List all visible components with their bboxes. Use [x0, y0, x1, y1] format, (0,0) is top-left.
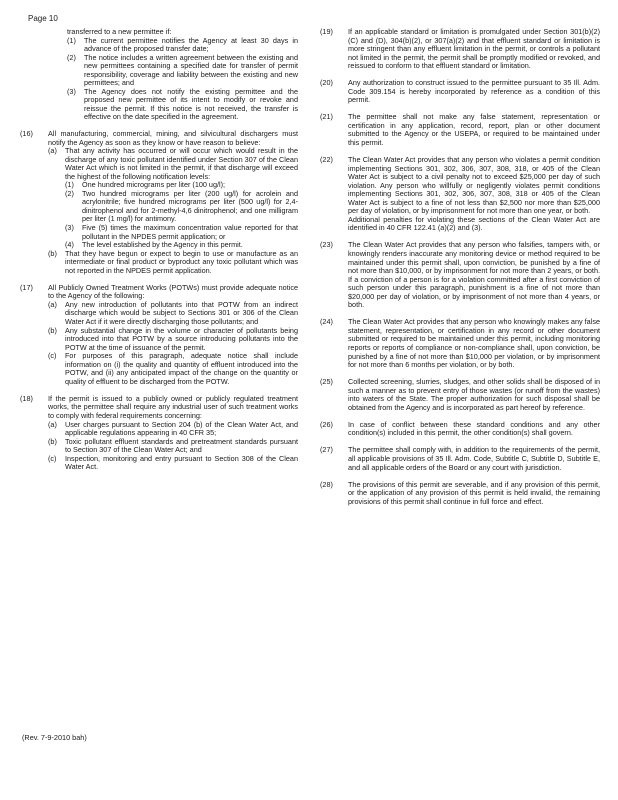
subsection-marker: (b) [48, 248, 57, 258]
section-text: The Clean Water Act provides that any person who knowingly makes any false statement, representation, or certification in any record or other document submitted or required to be maintained under this permit, including monitoring reports or reports of compliance or non-compliance shall, upon conviction, be punished by a fine of not more than $10,000 per violation, or by imprisonment for not more than 6 months per violation, or by both. [348, 317, 600, 370]
subsection-text: User charges pursuant to Section 204 (b) of the Clean Water Act, and applicable regulations appearing in 40 CFR 35; [65, 419, 298, 438]
section-intro: If the permit is issued to a publicly owned or publicly regulated treatment works, the permittee shall require any industrial user of such treatment works to comply with federal requirements concerning: [48, 393, 298, 420]
section-25 [320, 378, 600, 412]
section-text: Any authorization to construct issued to the permittee pursuant to 35 Ill. Adm. Code 309.154 is hereby incorporated by reference as a condition of this permit. [348, 78, 600, 105]
section-22 [320, 156, 600, 233]
section-body [48, 395, 298, 472]
subsection [48, 421, 298, 438]
section-extra-text: Additional penalties for violating these sections of the Clean Water Act are identified in 40 CFR 122.41 (a)(2) and (3). [348, 214, 600, 233]
transfer-continuation [20, 28, 298, 122]
subsection-text: Inspection, monitoring and entry pursuant to Section 308 of the Clean Water Act. [65, 453, 298, 472]
section-intro: All manufacturing, commercial, mining, and silvicultural dischargers must notify the Agency as soon as they know or have reason to believe: [48, 129, 298, 147]
subsection [48, 301, 298, 327]
subsection-text: That any activity has occurred or will occur which would result in the discharge of any toxic pollutant identified under Section 307 of the Clean Water Act which is not limited in the permit, if that discharge will exceed the highest of the following notification levels: [65, 146, 298, 181]
section-number: (24) [320, 317, 333, 327]
section-text: If an applicable standard or limitation is promulgated under Section 301(b)(2)(C) and (D), 304(b)(2), or 307(a)(2) and that effluent standard or limitation is more stringent than any effluent limitation in the permit, or controls a pollutant not limited in the permit, the permit shall be promptly modified or revoked, and reissued to conform to that effluent standard or limitation. [348, 27, 600, 71]
section-number: (28) [320, 479, 333, 489]
subsection [48, 438, 298, 455]
section-number: (17) [20, 282, 33, 292]
section-19 [320, 28, 600, 71]
section-number: (20) [320, 78, 333, 88]
subsection [48, 327, 298, 353]
subsection [48, 147, 298, 250]
section-number: (19) [320, 27, 333, 36]
section-text: In case of conflict between these standard conditions and any other condition(s) included in this permit, the other condition(s) shall govern. [348, 419, 600, 438]
item-marker: (1) [67, 35, 76, 45]
subsection-text: Toxic pollutant effluent standards and pretreatment standards pursuant to Section 307 of the Clean Water Act; and [65, 436, 298, 455]
subsection-marker: (a) [48, 299, 57, 309]
section-body [48, 130, 298, 275]
continuation-lead: transferred to a new permittee if: [67, 27, 172, 36]
list-item [67, 88, 298, 122]
item-marker: (2) [65, 188, 74, 198]
subsection-marker: (a) [48, 146, 57, 156]
item-text: Two hundred micrograms per liter (200 ug/l) for acrolein and acrylonitrile; five hundred micrograms per liter (500 ug/l) for 2,4-dinitrophenol and for 2-methyl-4,6 dinitrophenol; and one milligram per liter (1 mg/l) for antimony. [82, 188, 298, 224]
item-text: One hundred micrograms per liter (100 ug/l); [82, 180, 226, 190]
left-column [20, 28, 298, 480]
list-item [67, 54, 298, 88]
section-24 [320, 318, 600, 369]
section-16 [20, 130, 298, 275]
subsection-text: Any new introduction of pollutants into that POTW from an indirect discharge which would be subject to Sections 301 or 306 of the Clean Water Act if it were directly discharging those pollutants; and [65, 299, 298, 326]
section-number: (21) [320, 112, 333, 122]
subsection-text: For purposes of this paragraph, adequate notice shall include information on (i) the quality and quantity of effluent introduced into the POTW, and (ii) any anticipated impact of the change on the quantity or quality of effluent to be discharged from the POTW. [65, 351, 298, 386]
section-20 [320, 79, 600, 105]
section-27 [320, 446, 600, 472]
subsection-text: Any substantial change in the volume or character of pollutants being introduced into that POTW by a source introducing pollutants into the POTW at the time of issuance of the permit. [65, 325, 298, 352]
section-text: The Clean Water Act provides that any person who falsifies, tampers with, or knowingly renders inaccurate any monitoring device or method required to be maintained under this permit shall, upon conviction, be punished by a fine of not more than $10,000, or by imprisonment for not more than 2 years, or both. If a conviction of a person is for a violation committed after a first conviction of such person under this paragraph, punishment is a fine of not more than $20,000 per day of violation, or by imprisonment of not more than 4 years, or both. [348, 240, 600, 310]
item-marker: (3) [67, 86, 76, 96]
section-text: Collected screening, slurries, sludges, and other solids shall be disposed of in such a manner as to prevent entry of those wastes (or runoff from the wastes) into waters of the State. The proper authorization for such disposal shall be obtained from the Agency and is incorporated as part hereof by reference. [348, 377, 600, 412]
section-17 [20, 284, 298, 387]
section-number: (27) [320, 445, 333, 455]
section-number: (25) [320, 377, 333, 387]
section-intro: All Publicly Owned Treatment Works (POTWs) must provide adequate notice to the Agency of the following: [48, 282, 298, 301]
list-item [65, 224, 298, 241]
item-marker: (2) [67, 52, 76, 62]
subsection [48, 352, 298, 386]
subsection-marker: (b) [48, 325, 57, 335]
section-text: The Clean Water Act provides that any person who violates a permit condition implementing Sections 301, 302, 306, 307, 308, 318, or 405 of the Clean Water Act is subject to a civil penalty not to exceed $25,000 per day of such violation. Any person who willfully or negligently violates permit conditions implementing Sections 301, 302, 306, 307, 308, 318 or 405 of the Clean Water Act is subject to a fine of not less than $2,500 nor more than $25,000 per day of violation, or by imprisonment for not more than one year, or both. [348, 155, 600, 216]
list-item [67, 37, 298, 54]
section-number: (26) [320, 419, 333, 429]
subsection [48, 455, 298, 472]
section-23 [320, 241, 600, 309]
item-marker: (4) [65, 240, 74, 250]
section-text: The permittee shall comply with, in addition to the requirements of the permit, all applicable provisions of 35 Ill. Adm. Code, Subtitle C, Subtitle D, Subtitle E, and all applicable orders of the Board or any court with jurisdiction. [348, 445, 600, 472]
subsection [48, 250, 298, 276]
item-text: The level established by the Agency in this permit. [82, 240, 243, 250]
section-number: (16) [20, 129, 33, 139]
section-text: The provisions of this permit are severable, and if any provision of this permit, or the application of any provision of this permit is held invalid, the remaining provisions of this permit shall continue in full force and effect. [348, 479, 600, 506]
item-text: The Agency does not notify the existing permittee and the proposed new permittee of its intent to modify or revoke and reissue the permit. If this notice is not received, the transfer is effective on the date specified in the agreement. [84, 86, 298, 122]
subsection-marker: (c) [48, 351, 57, 361]
section-number: (18) [20, 393, 33, 403]
subsection-marker: (a) [48, 419, 57, 429]
right-column [320, 28, 600, 515]
revision-footer: (Rev. 7-9-2010 bah) [22, 733, 87, 742]
section-body [48, 284, 298, 387]
item-marker: (1) [65, 180, 74, 190]
list-item [65, 190, 298, 224]
item-text: Five (5) times the maximum concentration value reported for that pollutant in the NPDES permit application; or [82, 223, 298, 241]
section-28 [320, 481, 600, 507]
subsection-marker: (c) [48, 453, 57, 463]
item-text: The current permittee notifies the Agency at least 30 days in advance of the proposed transfer date; [84, 35, 298, 54]
subsection-text: That they have begun or expect to begin to use or manufacture as an intermediate or final product or byproduct any toxic pollutant which was not reported in the NPDES permit application. [65, 248, 298, 275]
section-26 [320, 421, 600, 438]
section-body [348, 156, 600, 233]
subsection-marker: (b) [48, 436, 57, 446]
item-text: The notice includes a written agreement between the existing and new permittees containing a specified date for transfer of permit responsibility, coverage and liability between the existing and new permittees; and [84, 52, 298, 88]
page-number: Page 10 [28, 14, 58, 23]
subsection-body [65, 147, 298, 250]
section-text: The permittee shall not make any false statement, representation or certification in any application, record, report, plan or other document submitted to the Agency or the USEPA, or required to be maintained under this permit. [348, 112, 600, 148]
section-18 [20, 395, 298, 472]
item-marker: (3) [65, 223, 74, 233]
section-number: (23) [320, 240, 333, 250]
section-21 [320, 113, 600, 147]
section-number: (22) [320, 155, 333, 165]
